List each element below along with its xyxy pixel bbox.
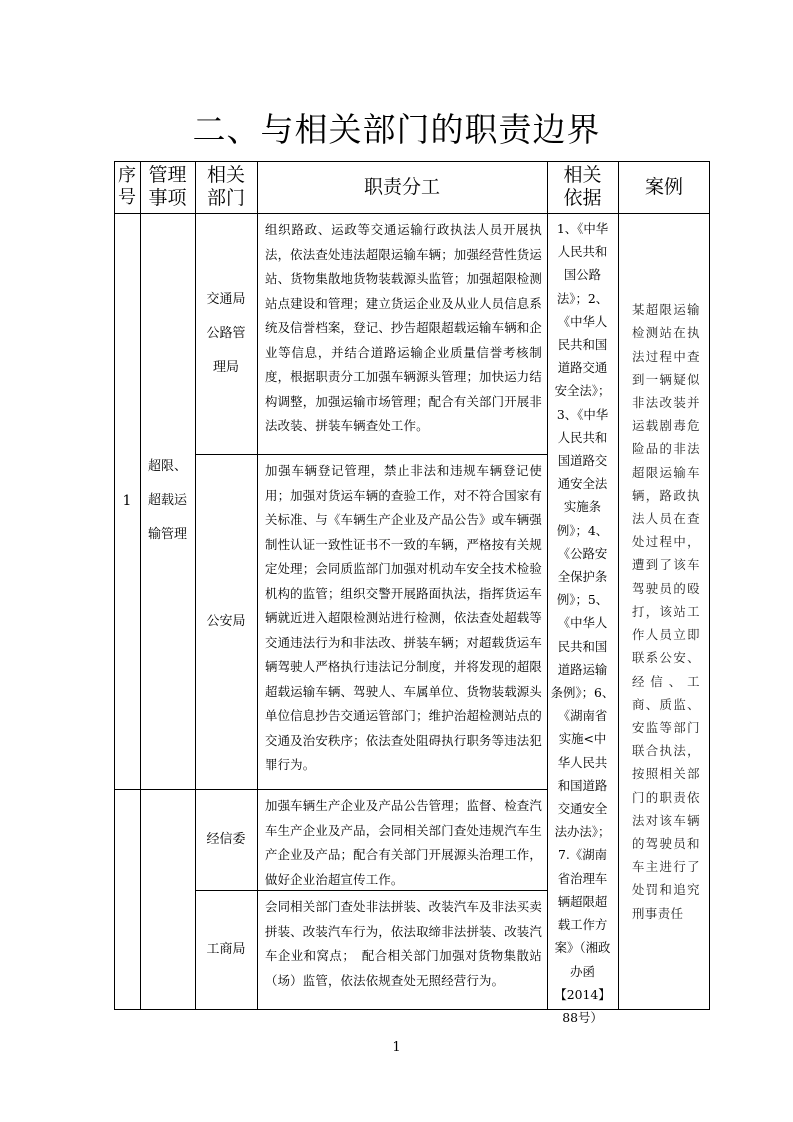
header-matter: 管理 事项 <box>140 161 196 214</box>
duty-cell-transport: 组织路政、运政等交通运输行政执法人员开展执法，依法查处违法超限运输车辆；加强经营性货运站、货物集散地货物装载源头监管；加强超限检测站点建设和管理；建立货运企业及从业人员信息系统及信誉档案，登记、抄告超限超载运输车辆和企业等信息，并结合道路运输企业质量信誉考核制度，根据职责分工加强车辆源头管理；加快运力结构调整，加强运输市场管理；配合有关部门开展非法改装、拼装车辆查处工作。 <box>257 213 548 455</box>
page-title: 二、与相关部门的职责边界 <box>192 110 601 149</box>
seq-cell: 1 <box>114 213 141 790</box>
duty-cell-economy: 加强车辆生产企业及产品公告管理；监督、检查汽车生产企业及产品，会同相关部门查处违规汽车生产企业及产品；配合有关部门开展源头治理工作，做好企业治超宣传工作。 <box>257 789 548 891</box>
duty-cell-commerce: 会同相关部门查处非法拼装、改装汽车及非法买卖拼装、改装汽车行为，依法取缔非法拼装、改装汽车企业和窝点； 配合相关部门加强对货物集散站（场）监管，依法依规查处无照经营行为。 <box>257 890 548 1010</box>
header-basis: 相关 依据 <box>547 161 619 214</box>
case-cell <box>618 213 710 1010</box>
basis-cell: 1、《中华 人民共和 国公路 法》；2、 《中华人 民共和国 道路交通 安全法》； 3、《中华 人民共和 国道路交 通安全法 实施条 例》；4、 《公路安 全保护条 例》；5、 《中华人 民共和国 道路运输 条例》；6、 《湖南省 实施<中 华人民共 和国道路 交通安全 法办法》； 7.《湖南 省治理车 辆超限超 载工作方 案》（湘政 办函 【2014】 88号） <box>547 213 619 1010</box>
case-text: 某超限运输检测站在执法过程中查到一辆疑似非法改装并运载剧毒危险品的非法超限运输车辆，路政执法人员在查处过程中，遭到了该车驾驶员的殴打，该站工作人员立即联系公安、经信、工商、质监、安监等部门联合执法，按照相关部门的职责依法对该车辆的驾驶员和车主进行了处罚和追究刑事责任 <box>632 302 700 921</box>
header-case: 案例 <box>618 161 710 214</box>
matter-cell-empty <box>140 789 196 1010</box>
header-seq: 序 号 <box>114 161 141 214</box>
seq-cell-empty <box>114 789 141 1010</box>
header-duty: 职责分工 <box>257 161 548 214</box>
header-dept: 相关 部门 <box>195 161 258 214</box>
dept-cell-commerce: 工商局 <box>195 890 258 1010</box>
page-number: 1 <box>392 1040 401 1055</box>
dept-cell-economy: 经信委 <box>195 789 258 891</box>
dept-cell-police: 公安局 <box>195 454 258 790</box>
dept-cell-transport: 交通局 公路管 理局 <box>195 213 258 455</box>
duty-cell-police: 加强车辆登记管理，禁止非法和违规车辆登记使用；加强对货运车辆的查验工作，对不符合国家有关标准、与《车辆生产企业及产品公告》或车辆强制性认证一致性证书不一致的车辆，严格按有关规定处理；会同质监部门加强对机动车安全技术检验机构的监管；组织交警开展路面执法，指挥货运车辆就近进入超限检测站进行检测，依法查处超载等交通违法行为和非法改、拼装车辆；对超载货运车辆驾驶人严格执行违法记分制度，并将发现的超限超载运输车辆、驾驶人、车属单位、货物装载源头单位信息抄告交通运管部门；维护治超检测站点的交通及治安秩序；依法查处阻碍执行职务等违法犯罪行为。 <box>257 454 548 790</box>
matter-cell: 超限、 超载运 输管理 <box>140 213 196 790</box>
